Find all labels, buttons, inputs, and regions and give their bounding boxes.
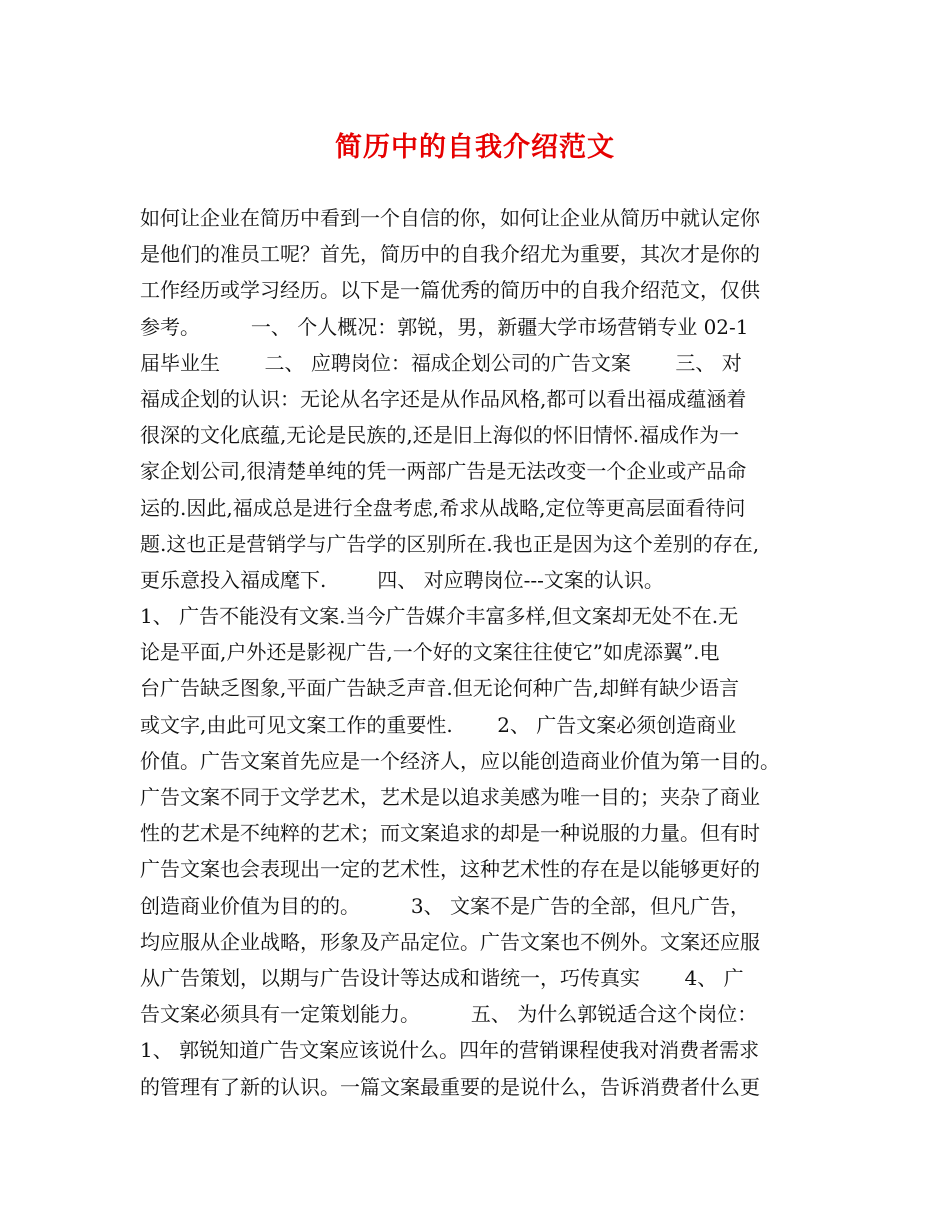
body-line: 运的.因此,福成总是进行全盘考虑,希求从战略,定位等更高层面看待问 xyxy=(140,495,746,520)
body-line: 论是平面,户外还是影视广告,一个好的文案往往使它”如虎添翼”.电 xyxy=(140,640,720,665)
body-line: 参考。 一、 个人概况：郭锐，男，新疆大学市场营销专业 02-1 xyxy=(140,314,749,339)
body-line: 题.这也正是营销学与广告学的区别所在.我也正是因为这个差别的存在, xyxy=(140,531,760,556)
body-line: 均应服从企业战略，形象及产品定位。广告文案也不例外。文案还应服 xyxy=(140,929,760,954)
body-line: 创造商业价值为目的的。 3、 文案不是广告的全部，但凡广告， xyxy=(140,893,750,918)
document-title: 简历中的自我介绍范文 xyxy=(335,132,615,163)
body-line: 1、 广告不能没有文案.当今广告媒介丰富多样,但文案却无处不在.无 xyxy=(140,604,739,629)
body-line: 告文案必须具有一定策划能力。 五、 为什么郭锐适合这个岗位： xyxy=(140,1002,758,1027)
body-line: 1、 郭锐知道广告文案应该说什么。四年的营销课程使我对消费者需求 xyxy=(140,1038,760,1063)
body-line: 福成企划的认识：无论从名字还是从作品风格,都可以看出福成蕴涵着 xyxy=(140,386,747,411)
body-line: 台广告缺乏图象,平面广告缺乏声音.但无论何种广告,却鲜有缺少语言 xyxy=(140,676,740,701)
body-line: 广告文案也会表现出一定的艺术性，这种艺术性的存在是以能够更好的 xyxy=(140,857,760,882)
body-line: 从广告策划，以期与广告设计等达成和谐统一，巧传真实 4、 广 xyxy=(140,965,744,990)
body-line: 是他们的准员工呢？首先，简历中的自我介绍尤为重要，其次才是你的 xyxy=(140,242,760,267)
body-line: 如何让企业在简历中看到一个自信的你，如何让企业从简历中就认定你 xyxy=(140,206,760,230)
body-line: 工作经历或学习经历。以下是一篇优秀的简历中的自我介绍范文，仅供 xyxy=(140,278,760,303)
body-line: 更乐意投入福成麾下. 四、 对应聘岗位---文案的认识。 xyxy=(140,567,664,592)
body-line: 很深的文化底蕴,无论是民族的,还是旧上海似的怀旧情怀.福成作为一 xyxy=(140,423,740,448)
document-body xyxy=(140,200,830,1105)
body-line: 家企划公司,很清楚单纯的凭一两部广告是无法改变一个企业或产品命 xyxy=(140,459,747,484)
body-line: 或文字,由此可见文案工作的重要性. 2、 广告文案必须创造商业 xyxy=(140,712,737,737)
body-line: 性的艺术是不纯粹的艺术；而文案追求的却是一种说服的力量。但有时 xyxy=(140,821,760,846)
body-line: 的管理有了新的认识。一篇文案最重要的是说什么，告诉消费者什么更 xyxy=(140,1074,760,1099)
body-line: 届毕业生 二、 应聘岗位：福成企划公司的广告文案 三、 对 xyxy=(140,350,742,375)
body-line: 价值。广告文案首先应是一个经济人，应以能创造商业价值为第一目的。 xyxy=(140,748,780,773)
body-line: 广告文案不同于文学艺术，艺术是以追求美感为唯一目的；夹杂了商业 xyxy=(140,785,760,809)
